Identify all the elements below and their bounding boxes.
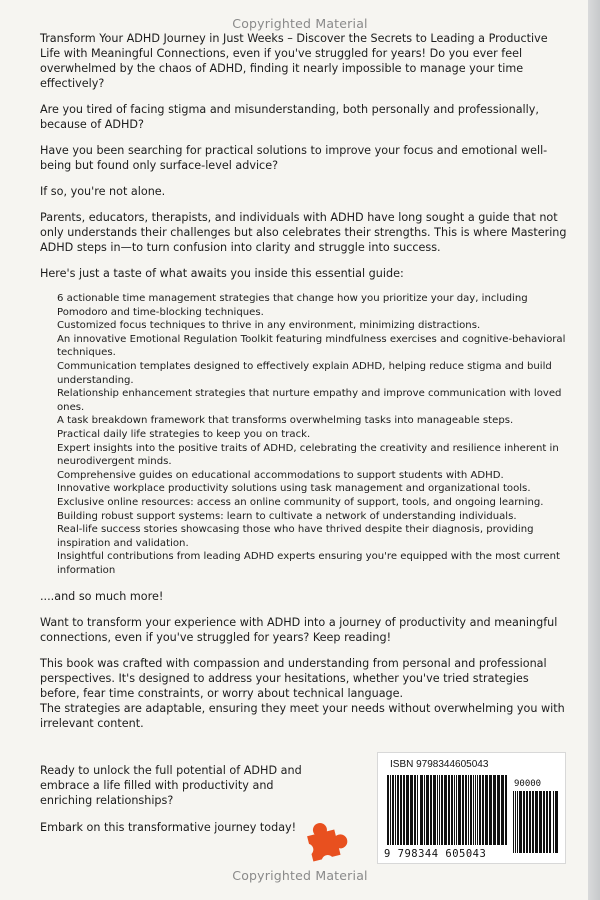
barcode-bar — [403, 775, 405, 845]
barcode-bar — [549, 791, 551, 853]
barcode-digits: 9 798344 605043 — [384, 848, 487, 860]
barcode-bar — [526, 791, 528, 853]
barcode-bar — [448, 775, 450, 845]
barcode-bar — [426, 775, 429, 845]
barcode-bar — [456, 775, 457, 845]
barcode-bar — [462, 775, 464, 845]
barcode-bar — [424, 775, 425, 845]
closing-paragraph-1: Ready to unlock the full potential of ADHD and embrace a life filled with productivity and enriching relationships? — [40, 764, 302, 807]
barcode-bar — [417, 775, 418, 845]
barcode-bar — [513, 791, 514, 853]
barcode-bar — [454, 775, 455, 845]
barcode-bar — [532, 791, 534, 853]
barcode-bar — [444, 775, 447, 845]
barcode-bar — [406, 775, 409, 845]
barcode-bar — [546, 791, 548, 853]
barcode-bar — [473, 775, 474, 845]
watermark-bottom: Copyrighted Material — [232, 868, 368, 883]
intro-paragraph-1: Transform Your ADHD Journey in Just Weeks – Discover the Secrets to Leading a Productive Life with Meaningful Connections, even if you've struggled for years! Do you ever feel overwhelmed by the chaos of ADHD, finding it nearly impossible to manage your time effectively? — [40, 32, 548, 90]
barcode-bar — [553, 791, 554, 853]
barcode-bars — [386, 775, 510, 845]
closing-paragraph-2: Embark on this transformative journey today! — [40, 821, 297, 834]
list-item: Communication templates designed to effectively explain ADHD, helping reduce stigma and build understanding. — [57, 360, 552, 386]
price-code: 90000 — [514, 779, 542, 789]
barcode-bar — [535, 791, 538, 853]
barcode-bar — [555, 791, 558, 853]
barcode-bar — [395, 775, 396, 845]
barcode-bar — [505, 775, 507, 845]
barcode-bar — [470, 775, 472, 845]
intro-paragraph-2: Are you tired of facing stigma and misunderstanding, both personally and professionally, because of ADHD? — [40, 103, 539, 131]
barcode-bar — [519, 791, 522, 853]
list-item: A task breakdown framework that transforms overwhelming tasks into manageable steps. — [57, 415, 514, 427]
barcode-bar — [410, 775, 413, 845]
list-item: Relationship enhancement strategies that nurture empathy and improve communication with loved ones. — [57, 388, 562, 413]
list-item: Insightful contributions from leading ADHD experts ensuring you're equipped with the most current information — [57, 551, 560, 576]
barcode-bar — [441, 775, 443, 845]
barcode-bar — [479, 775, 481, 845]
barcode-bar — [515, 791, 516, 853]
outro-paragraph-3-text: The strategies are adaptable, ensuring they meet your needs without overwhelming you with irrelevant content. — [40, 702, 565, 731]
list-item: Exclusive online resources: access an online community of support, tools, and ongoing learning. — [57, 496, 544, 508]
barcode-bar — [465, 775, 467, 845]
barcode-bar — [517, 791, 518, 853]
list-item: Customized focus techniques to thrive in any environment, minimizing distractions. — [57, 320, 481, 332]
cover-edge — [588, 0, 600, 900]
barcode-bar — [397, 775, 399, 845]
barcode-bar — [400, 775, 402, 845]
barcode-bar — [523, 791, 525, 853]
list-item: Building robust support systems: learn to cultivate a network of understanding individuals. — [57, 510, 517, 522]
barcode-bar — [529, 791, 531, 853]
list-item: Real-life success stories showcasing those who have thrived despite their diagnosis, providing inspiration and validation. — [57, 524, 534, 549]
list-item: An innovative Emotional Regulation Toolkit featuring mindfulness exercises and cognitive-behavioral techniques. — [57, 333, 566, 359]
barcode-bar — [477, 775, 478, 845]
barcode-bar — [485, 775, 488, 845]
list-item: Comprehensive guides on educational accommodations to support students with ADHD. — [57, 469, 504, 481]
intro-paragraph-5: Parents, educators, therapists, and individuals with ADHD have long sought a guide that not only understands their challenges but also celebrates their strengths. This is where Mastering ADHD steps in—to turn confusion into clarity and struggle into success. — [40, 211, 567, 254]
price-barcode-bars — [512, 791, 558, 853]
barcode-bar — [475, 775, 476, 845]
barcode-bar — [414, 775, 416, 845]
barcode-bar — [497, 775, 500, 845]
barcode-bar — [458, 775, 461, 845]
watermark-top: Copyrighted Material — [232, 16, 368, 31]
barcode-bar — [539, 791, 542, 853]
intro-paragraph-3: Have you been searching for practical solutions to improve your focus and emotional well-being but found only surface-level advice? — [40, 144, 548, 172]
feature-list — [40, 292, 570, 577]
intro-paragraph-4: If so, you're not alone. — [40, 185, 166, 198]
and-more-text: ....and so much more! — [40, 590, 164, 604]
barcode-bar — [482, 775, 484, 845]
barcode-bar — [387, 775, 389, 845]
barcode-bar — [489, 775, 492, 845]
outro-paragraph-2-text: This book was crafted with compassion and understanding from personal and professional perspectives. It's designed to address your hesitations, whether you've tried strategies before, fear time constraints, or worry about technical language. — [40, 657, 547, 701]
barcode-bar — [420, 775, 423, 845]
barcode-bar — [493, 775, 496, 845]
barcode-bar — [392, 775, 394, 845]
barcode-bar — [468, 775, 469, 845]
blurb-text — [40, 31, 570, 743]
list-item: 6 actionable time management strategies that change how you prioritize your day, including Pomodoro and time-blocking techniques. — [57, 293, 528, 318]
barcode-bar — [451, 775, 453, 845]
intro-paragraph-6: Here's just a taste of what awaits you inside this essential guide: — [40, 267, 404, 280]
isbn-label: ISBN 9798344605043 — [390, 759, 489, 770]
barcode-bar — [439, 775, 440, 845]
barcode-bar — [501, 775, 504, 845]
outro-paragraph-2 — [40, 656, 570, 731]
barcode-bar — [543, 791, 545, 853]
list-item: Expert insights into the positive traits of ADHD, celebrating the creativity and resilience inherent in neurodivergent minds. — [57, 442, 559, 468]
barcode-bar — [433, 775, 436, 845]
closing-text — [40, 763, 318, 847]
barcode-bar — [390, 775, 391, 845]
list-item: Practical daily life strategies to keep you on track. — [57, 428, 311, 440]
barcode-bar — [437, 775, 438, 845]
list-item: Innovative workplace productivity solutions using task management and organizational tools. — [57, 483, 531, 495]
outro-paragraph-1: Want to transform your experience with ADHD into a journey of productivity and meaningful connections, even if you've struggled for years? Keep reading! — [40, 616, 558, 645]
barcode-bar — [430, 775, 432, 845]
isbn-barcode — [377, 752, 566, 864]
